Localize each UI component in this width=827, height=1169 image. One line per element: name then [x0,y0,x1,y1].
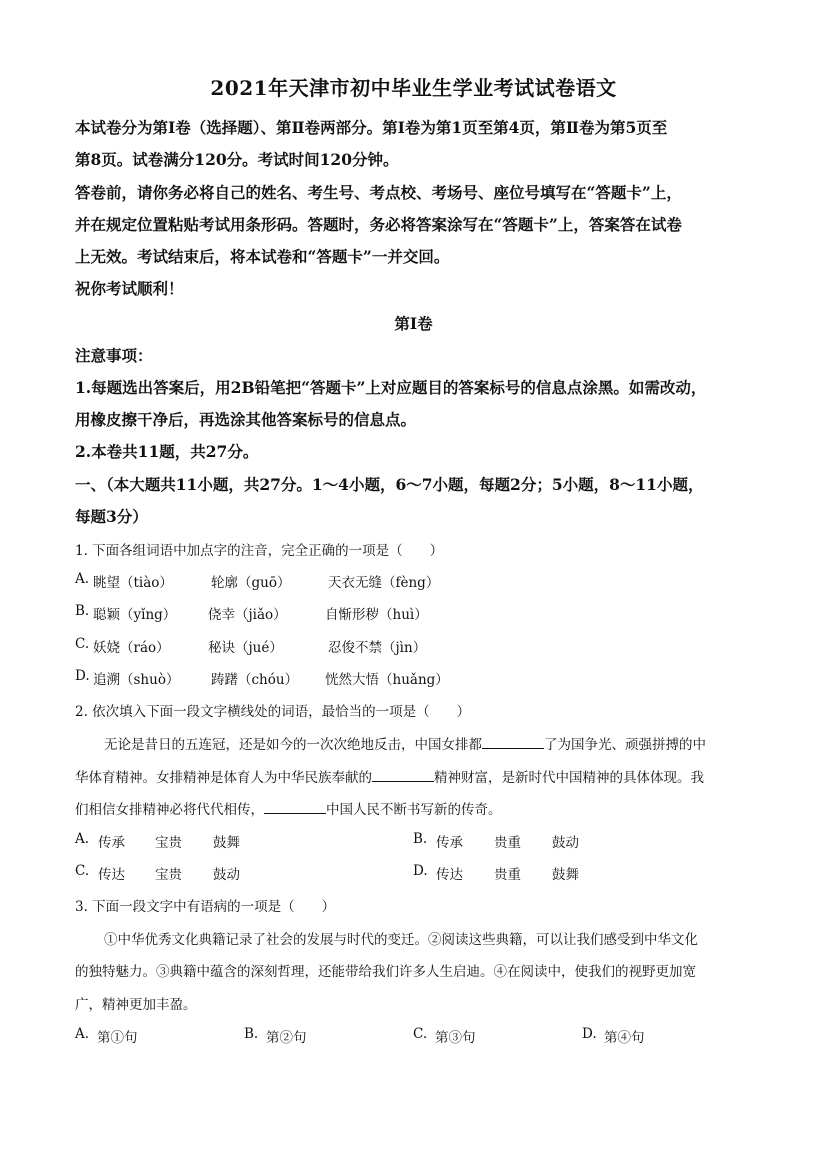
q3-option-c-text: 第③句 [435,1030,476,1046]
q1-option-a-label: A. [75,571,90,587]
q2-option-b-word2: 贵重 [494,835,521,851]
q1-option-a-word3: 天衣无缝（fèng） [328,575,440,591]
intro-line: 并在规定位置粘贴考试用条形码。答题时，务必将答案涂写在“答题卡”上，答案答在试卷 [75,215,682,234]
q2-option-d-word1: 传达 [436,867,463,883]
q1-option-d-word2: 踌躇（chóu） [211,672,299,688]
q3-passage-line: 广，精神更加丰盈。 [75,997,197,1013]
notes-item: 1.每题选出答案后，用2B铅笔把“答题卡”上对应题目的答案标号的信息点涂黑。如需改动， [75,378,707,397]
fill-blank [482,736,544,749]
q2-option-d-label: D. [413,863,428,879]
q3-option-a-label: A. [75,1026,90,1042]
q2-option-d-word3: 鼓舞 [552,867,579,883]
question-3-stem: 3. 下面一段文字中有语病的一项是（ ） [75,899,336,915]
q2-option-c-word2: 宝贵 [155,867,182,883]
q1-option-c-word2: 秘诀（jué） [208,640,283,656]
q2-passage-text: 了为国争光、顽强拼搏的中 [544,737,706,753]
q3-option-d-text: 第④句 [604,1030,645,1046]
q2-option-a-label: A. [75,831,90,847]
q1-option-b-label: B. [75,603,90,619]
q1-option-b-word2: 侥幸（jiǎo） [208,607,287,623]
fill-blank [264,801,326,814]
q1-option-a-word2: 轮廓（guō） [211,575,291,591]
q3-passage-line: 的独特魅力。③典籍中蕴含的深刻哲理，还能带给我们许多人生启迪。④在阅读中，使我们的视野更加宽 [75,964,696,980]
q1-option-b-word3: 自惭形秽（huì） [325,607,428,623]
question-2-stem: 2. 依次填入下面一段文字横线处的词语，最恰当的一项是（ ） [75,704,471,720]
q2-passage-line [104,733,706,753]
q3-option-b-label: B. [244,1026,259,1042]
intro-line: 上无效。考试结束后，将本试卷和“答题卡”一并交回。 [75,247,450,266]
q3-option-a-text: 第①句 [97,1030,138,1046]
q3-passage-line: ①中华优秀文化典籍记录了社会的发展与时代的变迁。②阅读这些典籍，可以让我们感受到中华文化 [104,932,698,948]
q2-option-c-word1: 传达 [98,867,125,883]
q2-passage-text: 们相信女排精神必将代代相传， [75,802,264,818]
q2-option-a-word1: 传承 [98,835,125,851]
section-heading: 一、（本大题共11小题，共27分。1～4小题，6～7小题，每题2分；5小题，8～11小题， [75,475,704,494]
notes-item: 用橡皮擦干净后，再选涂其他答案标号的信息点。 [75,410,417,429]
q1-option-c-word3: 忍俊不禁（jìn） [328,640,427,656]
q1-option-d-word3: 恍然大悟（huǎng） [325,672,449,688]
q2-option-b-label: B. [413,831,428,847]
q2-option-b-word3: 鼓动 [552,835,579,851]
fill-blank [372,769,434,782]
q2-passage-line [75,766,704,786]
intro-line: 本试卷分为第Ⅰ卷（选择题）、第Ⅱ卷两部分。第Ⅰ卷为第1页至第4页，第Ⅱ卷为第5页至 [75,118,668,137]
q2-passage-line [75,798,502,818]
q2-option-a-word2: 宝贵 [155,835,182,851]
q1-option-d-word1: 追溯（shuò） [93,672,180,688]
intro-line: 祝你考试顺利！ [75,279,184,298]
q1-option-d-label: D. [75,668,90,684]
intro-line: 第8页。试卷满分120分。考试时间120分钟。 [75,150,399,169]
q2-passage-text: 无论是昔日的五连冠，还是如今的一次次绝地反击，中国女排都 [104,737,482,753]
q2-passage-text: 精神财富，是新时代中国精神的具体体现。我 [434,770,704,786]
q3-option-c-label: C. [413,1026,428,1042]
q2-option-c-word3: 鼓动 [213,867,240,883]
page-title: 2021年天津市初中毕业生学业考试试卷语文 [210,76,617,100]
q2-option-c-label: C. [75,863,90,879]
q1-option-c-word1: 妖娆（ráo） [93,640,170,656]
notes-item: 2.本卷共11题，共27分。 [75,442,259,461]
q3-option-b-text: 第②句 [266,1030,307,1046]
intro-line: 答卷前，请你务必将自己的姓名、考生号、考点校、考场号、座位号填写在“答题卡”上， [75,183,682,202]
q2-option-a-word3: 鼓舞 [213,835,240,851]
q1-option-a-word1: 眺望（tiào） [93,575,173,591]
q2-option-d-word2: 贵重 [494,867,521,883]
q3-option-d-label: D. [582,1026,597,1042]
notes-heading: 注意事项： [75,346,153,365]
q1-option-c-label: C. [75,636,90,652]
q2-passage-text: 华体育精神。女排精神是体育人为中华民族奉献的 [75,770,372,786]
volume-heading: 第Ⅰ卷 [394,314,433,333]
q2-option-b-word1: 传承 [436,835,463,851]
q2-passage-text: 中国人民不断书写新的传奇。 [326,802,502,818]
section-heading: 每题3分） [75,507,148,526]
question-1-stem: 1. 下面各组词语中加点字的注音，完全正确的一项是（ ） [75,543,444,559]
q1-option-b-word1: 聪颖（yǐng） [93,607,177,623]
